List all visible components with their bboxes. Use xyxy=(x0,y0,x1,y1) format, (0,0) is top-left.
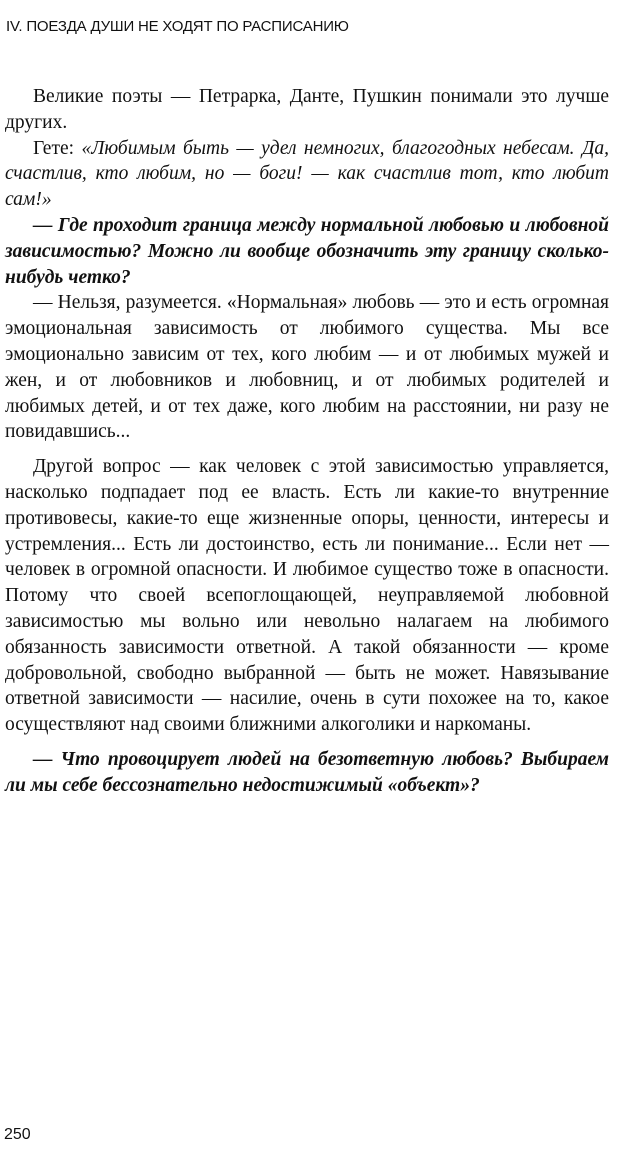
body-text xyxy=(5,84,609,799)
question-boundary: — Где проходит граница между нормальной любовью и любовной зависимостью? Можно ли вообще обозначить эту границу сколько-нибудь четко? xyxy=(5,214,609,288)
paragraph-goethe xyxy=(5,136,609,213)
paragraph-answer: — Нельзя, разумеется. «Нормальная» любовь — это и есть огромная эмоциональная зависимость от любимого существа. Мы все эмоционально зависим от тех, кого любим — и от любимых мужей и жен, и от любовников и любовниц, и от любимых родителей и любимых детей, и от тех даже, кого любим на расстоянии, ни разу не повидавшись... xyxy=(5,292,609,443)
goethe-quote: «Любимым быть — удел немногих, благогодных небесам. Да, счастлив, кто любим, но — боги! — как счастлив тот, кто любит сам!» xyxy=(5,137,609,211)
running-head: IV. ПОЕЗДА ДУШИ НЕ ХОДЯТ ПО РАСПИСАНИЮ xyxy=(6,18,349,35)
page-number: 250 xyxy=(4,1126,31,1143)
paragraph-another-question: Другой вопрос — как человек с этой зависимостью управляется, насколько подпадает под ее власть. Есть ли какие-то внутренние противовесы, какие-то еще жизненные опоры, ценности, интересы и устремления... Есть ли достоинство, есть ли понимание... Если нет — человек в огромной опасности. И любимое существо тоже в опасности. Потому что своей всепоглощающей, неуправляемой любовной зависимостью мы вольно или невольно налагаем на любимого обязанность зависимости ответной. А такой обязанности — кроме добровольной, свободно выбранной — быть не может. Навязывание ответной зависимости — насилие, очень в сути похожее на то, какое осуществляют над своими ближними алкоголики и наркоманы. xyxy=(5,456,609,736)
goethe-lead: Гете: xyxy=(33,137,82,159)
paragraph-poets: Великие поэты — Петрарка, Данте, Пушкин понимали это лучше других. xyxy=(5,86,609,133)
question-unrequited: — Что провоцирует людей на безответную любовь? Выбираем ли мы себе бессознательно недостижимый «объект»? xyxy=(5,748,609,796)
